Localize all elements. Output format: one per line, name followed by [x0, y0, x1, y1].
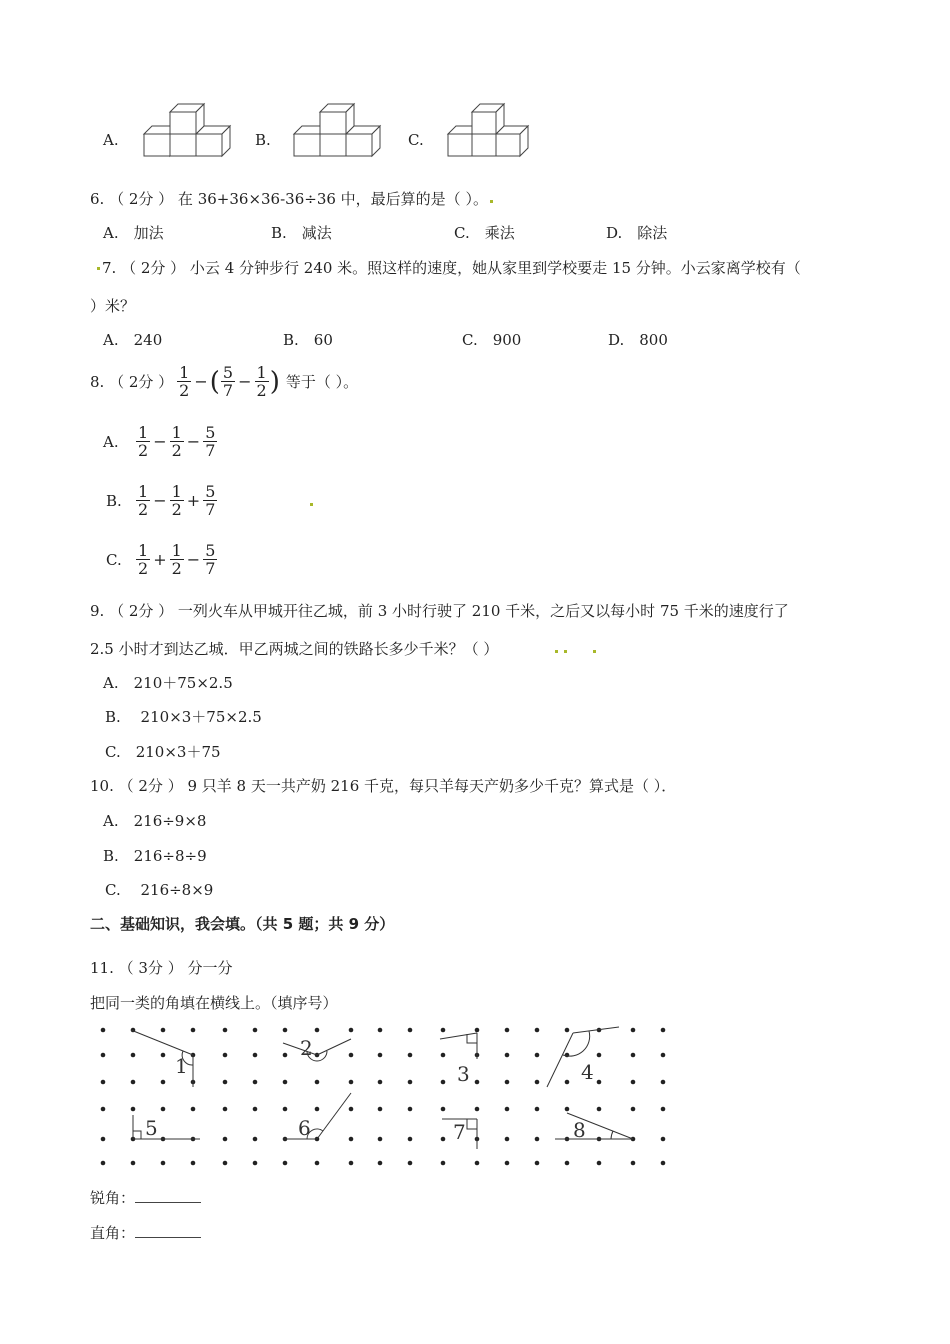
q8-frac-c: $\frac{1}{2}$ — [256, 363, 267, 400]
grid-dot — [131, 1107, 136, 1112]
grid-dot — [505, 1107, 510, 1112]
grid-dot — [661, 1080, 666, 1085]
grid-dot — [283, 1107, 288, 1112]
q10-option-c: C. 216÷8×9 — [105, 881, 214, 899]
q8-frac-b: $\frac{5}{7}$ — [222, 363, 234, 400]
angle-label-2: 2 — [300, 1036, 313, 1060]
decorative-dot — [555, 650, 558, 653]
grid-dot — [505, 1053, 510, 1058]
decorative-dot — [593, 650, 596, 653]
grid-dot — [349, 1161, 354, 1166]
grid-dot — [408, 1137, 413, 1142]
decorative-dot — [564, 650, 567, 653]
grid-dot — [441, 1107, 446, 1112]
grid-dot — [475, 1107, 480, 1112]
grid-dot — [131, 1161, 136, 1166]
grid-dot — [161, 1053, 166, 1058]
decorative-dot — [490, 200, 493, 203]
q6-option-a: A. 加法 — [103, 224, 164, 242]
angle-label-4: 4 — [581, 1060, 594, 1084]
grid-dot — [408, 1028, 413, 1033]
q9-option-c: C. 210×3＋75 — [105, 743, 221, 761]
grid-dot — [253, 1028, 258, 1033]
q8-option-c: C. $\frac{1}{2}$ + $\frac{1}{2}$ − $\frac{5}{7}$ — [106, 541, 216, 578]
q7-option-b: B. 60 — [283, 331, 333, 349]
grid-dot — [283, 1161, 288, 1166]
angle-label-5: 5 — [145, 1116, 158, 1140]
grid-dot — [535, 1080, 540, 1085]
grid-dot — [378, 1161, 383, 1166]
q8-stem: 8. （ 2分 ） $\frac{1}{2}$ − ( $\frac{5}{7}$ − $\frac{1}{2}$ ) 等于（ ）。 — [90, 363, 359, 400]
grid-dot — [349, 1053, 354, 1058]
angle-label-3: 3 — [457, 1062, 470, 1086]
q5-option-c-cubes — [444, 102, 536, 158]
grid-dot — [441, 1080, 446, 1085]
grid-dot — [408, 1080, 413, 1085]
q9-option-b: B. 210×3＋75×2.5 — [105, 708, 262, 726]
decorative-dot — [97, 267, 100, 270]
grid-dot — [378, 1137, 383, 1142]
q8-prefix: 8. （ 2分 ） — [90, 373, 174, 391]
grid-dot — [223, 1053, 228, 1058]
q11-instruction: 把同一类的角填在横线上。（填序号） — [90, 994, 338, 1012]
grid-dot — [253, 1161, 258, 1166]
decorative-dot — [310, 503, 313, 506]
grid-dot — [378, 1107, 383, 1112]
answer-acute — [90, 1187, 201, 1208]
grid-dot — [253, 1137, 258, 1142]
grid-dot — [597, 1161, 602, 1166]
grid-dot — [565, 1161, 570, 1166]
grid-dot — [131, 1053, 136, 1058]
grid-dot — [191, 1161, 196, 1166]
angle-dot-grid — [95, 1025, 675, 1170]
grid-dot — [315, 1080, 320, 1085]
grid-dot — [349, 1107, 354, 1112]
grid-dot — [161, 1028, 166, 1033]
grid-dot — [505, 1137, 510, 1142]
grid-dot — [378, 1080, 383, 1085]
grid-dot — [661, 1161, 666, 1166]
grid-dot — [441, 1137, 446, 1142]
grid-dot — [161, 1161, 166, 1166]
q8-frac-a: $\frac{1}{2}$ — [179, 363, 190, 400]
grid-dot — [631, 1161, 636, 1166]
q6-option-d: D. 除法 — [606, 224, 668, 242]
q5-option-a-label: A. — [103, 131, 119, 149]
grid-dot — [283, 1080, 288, 1085]
answer-acute-label: 锐角： — [90, 1189, 136, 1207]
grid-dot — [283, 1053, 288, 1058]
grid-dot — [283, 1028, 288, 1033]
grid-dot — [223, 1161, 228, 1166]
grid-dot — [535, 1028, 540, 1033]
grid-dot — [475, 1028, 480, 1033]
grid-dot — [597, 1080, 602, 1085]
q8-suffix: 等于（ ）。 — [285, 373, 359, 391]
grid-dot — [597, 1053, 602, 1058]
q5-option-c — [408, 131, 424, 149]
q5-option-b-label: B. — [255, 131, 271, 149]
q7-option-c: C. 900 — [462, 331, 522, 349]
grid-dot — [223, 1080, 228, 1085]
answer-right-label: 直角： — [90, 1224, 136, 1242]
q7-stem-line1: 7. （ 2分 ） 小云 4 分钟步行 240 米。照这样的速度，她从家里到学校要走 15 分钟。小云家离学校有（ — [102, 259, 801, 277]
grid-dot — [101, 1028, 106, 1033]
q5-option-a-cubes — [138, 100, 233, 158]
grid-dot — [408, 1107, 413, 1112]
grid-dot — [223, 1028, 228, 1033]
grid-dot — [441, 1161, 446, 1166]
grid-dot — [408, 1053, 413, 1058]
grid-dot — [661, 1107, 666, 1112]
q6-option-c: C. 乘法 — [454, 224, 515, 242]
grid-dot — [631, 1053, 636, 1058]
q9-option-a: A. 210＋75×2.5 — [103, 674, 233, 692]
q10-option-b: B. 216÷8÷9 — [103, 847, 207, 865]
q5-option-c-label: C. — [408, 131, 424, 149]
grid-dot — [475, 1161, 480, 1166]
grid-dot — [505, 1080, 510, 1085]
q10-stem: 10. （ 2分 ） 9 只羊 8 天一共产奶 216 千克，每只羊每天产奶多少千克？算式是（ ）． — [90, 777, 677, 795]
grid-dot — [349, 1080, 354, 1085]
q11-stem: 11. （ 3分 ） 分一分 — [90, 959, 233, 977]
grid-dot — [535, 1161, 540, 1166]
answer-acute-blank[interactable] — [135, 1190, 201, 1203]
grid-dot — [315, 1161, 320, 1166]
q6-option-b: B. 减法 — [271, 224, 332, 242]
grid-dot — [223, 1137, 228, 1142]
grid-dot — [161, 1107, 166, 1112]
grid-dot — [101, 1161, 106, 1166]
grid-dot — [535, 1107, 540, 1112]
grid-dot — [315, 1028, 320, 1033]
grid-dot — [565, 1028, 570, 1033]
grid-dot — [535, 1053, 540, 1058]
answer-right-blank[interactable] — [135, 1225, 201, 1238]
grid-dot — [661, 1028, 666, 1033]
angle-label-6: 6 — [298, 1116, 311, 1140]
grid-dot — [631, 1107, 636, 1112]
grid-dot — [505, 1161, 510, 1166]
grid-dot — [131, 1080, 136, 1085]
grid-dot — [661, 1053, 666, 1058]
grid-dot — [565, 1080, 570, 1085]
grid-dot — [505, 1028, 510, 1033]
grid-dot — [223, 1107, 228, 1112]
grid-dot — [441, 1053, 446, 1058]
q9-stem-line1: 9. （ 2分 ） 一列火车从甲城开往乙城，前 3 小时行驶了 210 千米，之后又以每小时 75 千米的速度行了 — [90, 602, 789, 620]
angle-label-8: 8 — [573, 1118, 586, 1142]
grid-dot — [315, 1107, 320, 1112]
grid-dot — [378, 1053, 383, 1058]
grid-dot — [191, 1028, 196, 1033]
q5-option-b-cubes — [288, 100, 383, 158]
grid-dot — [349, 1137, 354, 1142]
q7-option-d: D. 800 — [608, 331, 668, 349]
q6-stem: 6. （ 2分 ） 在 36+36×36-36÷36 中，最后算的是（ ）。 — [90, 190, 488, 208]
angle-label-1: 1 — [175, 1054, 188, 1078]
grid-dot — [378, 1028, 383, 1033]
angle-label-7: 7 — [453, 1120, 466, 1144]
q9-stem-line2: 2.5 小时才到达乙城．甲乙两城之间的铁路长多少千米？（ ） — [90, 640, 499, 658]
grid-dot — [101, 1107, 106, 1112]
grid-dot — [408, 1161, 413, 1166]
q7-stem-line2: ）米？ — [90, 297, 136, 315]
grid-dot — [631, 1028, 636, 1033]
grid-dot — [253, 1053, 258, 1058]
section-heading: 二、基础知识，我会填。（共 5 题；共 9 分） — [90, 915, 395, 933]
grid-dot — [101, 1053, 106, 1058]
grid-dot — [597, 1107, 602, 1112]
grid-dot — [349, 1028, 354, 1033]
grid-dot — [535, 1137, 540, 1142]
grid-dot — [253, 1107, 258, 1112]
grid-dot — [565, 1107, 570, 1112]
grid-dot — [631, 1080, 636, 1085]
grid-dot — [475, 1080, 480, 1085]
grid-dot — [191, 1107, 196, 1112]
grid-dot — [441, 1028, 446, 1033]
grid-dot — [161, 1080, 166, 1085]
grid-dot — [101, 1137, 106, 1142]
q10-option-a: A. 216÷9×8 — [103, 812, 207, 830]
grid-dot — [253, 1080, 258, 1085]
q8-option-a: A. $\frac{1}{2}$ − $\frac{1}{2}$ − $\frac{5}{7}$ — [103, 423, 216, 460]
q5-option-a — [103, 131, 119, 149]
q7-option-a: A. 240 — [103, 331, 163, 349]
q8-option-b: B. $\frac{1}{2}$ − $\frac{1}{2}$ + $\frac{5}{7}$ — [106, 482, 216, 519]
grid-dot — [661, 1137, 666, 1142]
answer-right — [90, 1222, 201, 1243]
q5-option-b — [255, 131, 271, 149]
grid-dot — [101, 1080, 106, 1085]
